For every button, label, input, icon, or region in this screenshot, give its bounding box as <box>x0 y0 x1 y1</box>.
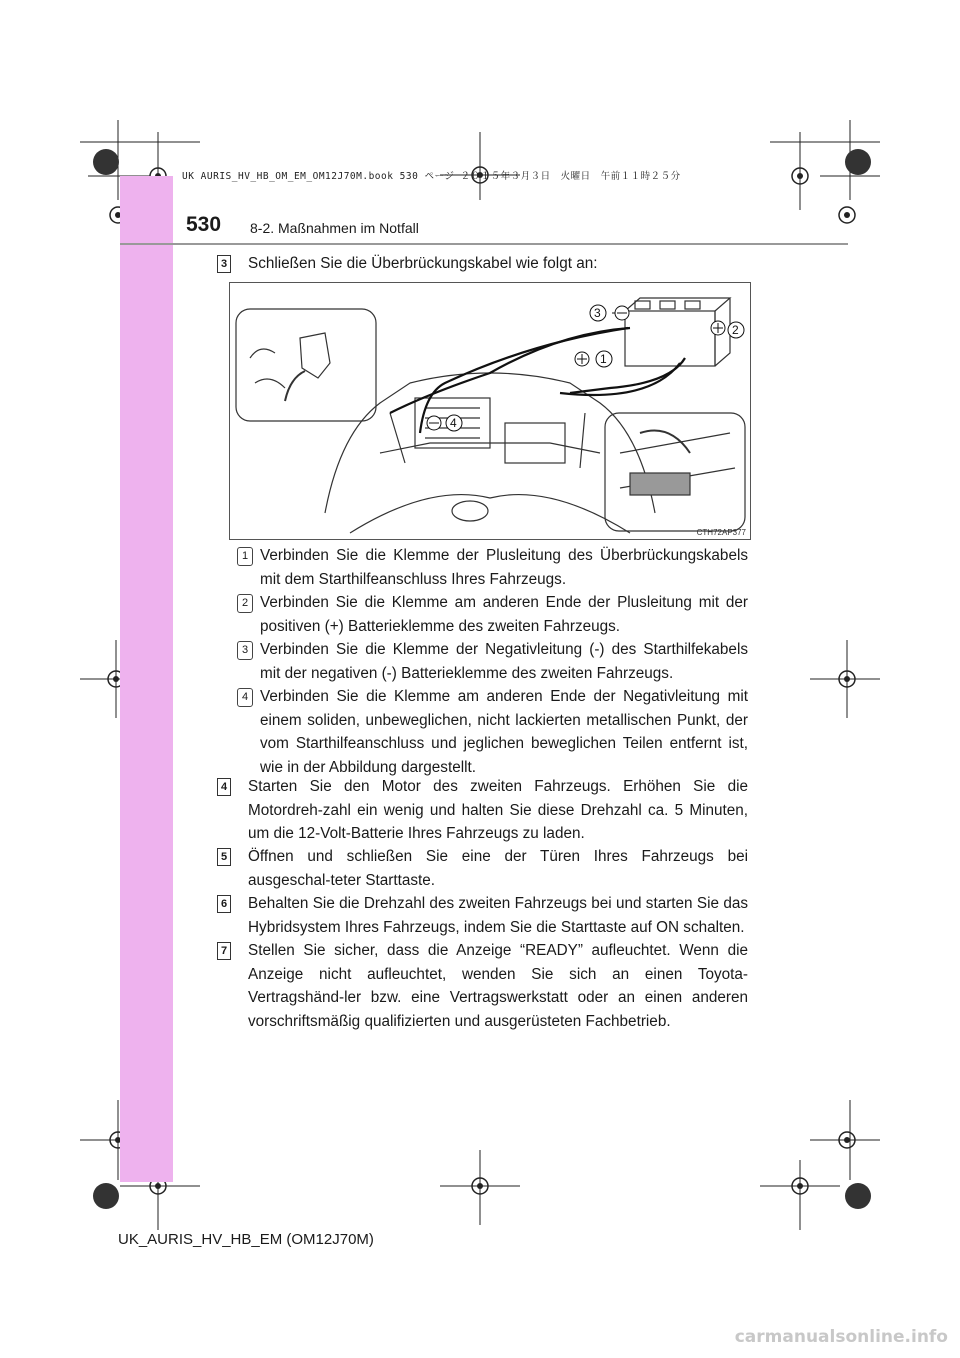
callout-3: 3 <box>594 306 601 320</box>
step-number: 6 <box>217 895 231 913</box>
step-text: Stellen Sie sicher, dass die Anzeige “READY” aufleuchtet. Wenn die Anzeige nicht aufleuchtet, wenden Sie sich an einen Toyota-Vertragshänd-ler bzw. eine Vertragswerkstatt oder an einen anderen vorschriftsmäßig qualifizierten und ausgerüsteten Fachbetrieb. <box>248 942 748 1030</box>
chapter-tab-bar <box>120 176 173 1182</box>
substep-number: 4 <box>237 688 253 707</box>
manual-code: UK_AURIS_HV_HB_EM (OM12J70M) <box>118 1231 374 1248</box>
page-number: 530 <box>186 213 222 236</box>
engine-bay-drawing <box>230 283 750 539</box>
substep-number: 1 <box>237 547 253 566</box>
step-number: 3 <box>217 255 231 273</box>
substep-number: 2 <box>237 594 253 613</box>
substep-text: Verbinden Sie die Klemme der Plusleitung des Überbrückungskabels mit dem Starthilfeanschluss Ihres Fahrzeugs. <box>260 547 748 588</box>
substep-text: Verbinden Sie die Klemme der Negativleitung (-) des Starthilfekabels mit der negativen (-) Batterieklemme des zweiten Fahrzeugs. <box>260 641 748 682</box>
substep-text: Verbinden Sie die Klemme am anderen Ende der Negativleitung mit einem soliden, unbeweglichen, nicht lackierten metallischen Punkt, der vom Starthilfeanschluss und jeglichen beweglichen Teilen entfernt ist, wie in der Abbildung dargestellt. <box>260 688 748 776</box>
callout-2: 2 <box>732 323 739 337</box>
callout-4: 4 <box>450 416 457 430</box>
step-number: 4 <box>217 778 231 796</box>
step-text: Behalten Sie die Drehzahl des zweiten Fahrzeugs bei und starten Sie das Hybridsystem Ihres Fahrzeugs, indem Sie die Starttaste auf ON schalten. <box>248 895 748 936</box>
step-number: 5 <box>217 848 231 866</box>
print-info: UK AURIS_HV_HB_OM_EM_OM12J70M.book 530 ページ ２０１５年３月３日 火曜日 午前１１時２５分 <box>182 171 681 182</box>
step-text: Schließen Sie die Überbrückungskabel wie folgt an: <box>248 255 598 272</box>
step-text: Starten Sie den Motor des zweiten Fahrzeugs. Erhöhen Sie die Motordreh-zahl ein wenig und halten Sie diese Drehzahl ca. 5 Minuten, um die 12-Volt-Batterie Ihres Fahrzeugs zu laden. <box>248 778 748 842</box>
substep-number: 3 <box>237 641 253 660</box>
step-number: 7 <box>217 942 231 960</box>
jump-start-illustration <box>229 282 751 540</box>
section-title: 8-2. Maßnahmen im Notfall <box>250 220 419 236</box>
callout-1: 1 <box>600 352 607 366</box>
step-text: Öffnen und schließen Sie eine der Türen Ihres Fahrzeugs bei ausgeschal-teter Starttaste. <box>248 848 748 889</box>
header-rule <box>120 243 848 245</box>
watermark: carmanualsonline.info <box>734 1327 948 1347</box>
figure-code: CTH72AP377 <box>696 528 746 537</box>
substep-text: Verbinden Sie die Klemme am anderen Ende der Plusleitung mit der positiven (+) Batterieklemme des zweiten Fahrzeugs. <box>260 594 748 635</box>
